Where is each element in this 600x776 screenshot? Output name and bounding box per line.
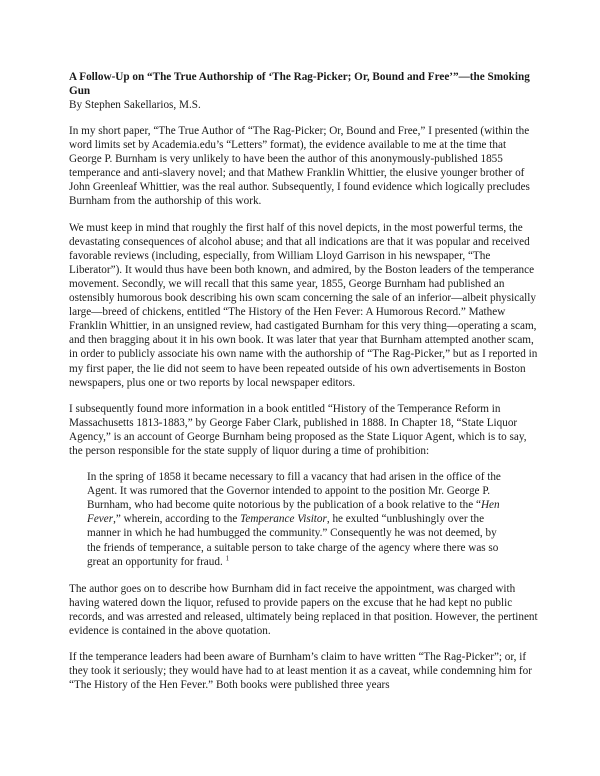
paragraph-4: The author goes on to describe how Burnham did in fact receive the appointment, was charged with having watered down the liquor, refused to provide papers on the excuse that he had kept no public records, and was arrested and released, ultimately being replaced in that position. However, the pertinent evidence is contained in the above quotation. (69, 582, 538, 637)
quote-italic-hen-fever: Hen Fever (87, 499, 500, 526)
paragraph-3: I subsequently found more information in a book entitled “History of the Temperance Reform in Massachusetts 1813-1883,” by George Faber Clark, published in 1888. In Chapter 18, “State Liquor Agency,” is an account of George Burnham being proposed as the State Liquor Agent, which is to say, the person responsible for the state supply of liquor during a time of prohibition: (69, 402, 527, 457)
quote-italic-temperance-visitor: Temperance Visitor (240, 513, 327, 526)
block-quote (69, 470, 540, 569)
paragraph-2: We must keep in mind that roughly the first half of this novel depicts, in the most powerful terms, the devastating consequences of alcohol abuse; and that all indications are that it was popular and received favorable reviews (including, especially, from William Lloyd Garrison in his newspaper, “The Liberator”). It would thus have been both known, and admired, by the Boston leaders of the temperance movement. Secondly, we will recall that this same year, 1855, George Burnham had published an ostensibly humorous book describing his own scam concerning the sale of an inferior—albeit physically large—breed of chickens, entitled “The History of the Hen Fever: A Humorous Record.” Mathew Franklin Whittier, in an unsigned review, had castigated Burnham for this very thing—operating a scam, and then bragging about it in his own book. It was later that year that Burnham attempted another scam, in order to publicly associate his own name with the authorship of “The Rag-Picker,” but as I reported in my first paper, the lie did not seem to have been repeated outside of his own advertisements in Boston newspapers, plus one or two reports by local newspaper editors. (69, 221, 538, 389)
quote-text-1: In the spring of 1858 it became necessary to fill a vacancy that had arisen in the office of the Agent. It was rumored that the Governor intended to appoint to the position Mr. George P. Burnham, who had become quite notorious by the publication of a book relative to the “ (87, 471, 501, 512)
footnote-marker[interactable]: 1 (225, 553, 230, 562)
paragraph-5: If the temperance leaders had been aware of Burnham’s claim to have written “The Rag-Picker”; or, if they took it seriously; they would have had to at least mention it as a caveat, while condemning him for “The History of the Hen Fever.” Both books were published three years (69, 651, 532, 692)
quote-text-2: ,” wherein, according to the (113, 513, 241, 526)
document-author: By Stephen Sakellarios, M.S. (69, 99, 201, 111)
document-title: A Follow-Up on “The True Authorship of ‘The Rag-Picker; Or, Bound and Free’”—the Smoking Gun (69, 71, 530, 97)
quote-text-3: , he exulted “unblushingly over the manner in which he had humbugged the community.” Consequently he was not deemed, by the friends of temperance, a suitable person to take charge of the agency where there was so great an opportunity for fraud. (87, 513, 499, 568)
paragraph-1: In my short paper, “The True Author of “The Rag-Picker; Or, Bound and Free,” I presented (within the word limits set by Academia.edu’s “Letters” format), the evidence available to me at the time that George P. Burnham is very unlikely to have been the author of this anonymously-published 1855 temperance and anti-slavery novel; and that Mathew Franklin Whittier, the elusive younger brother of John Greenleaf Whittier, was the real author. Subsequently, I found evidence which logically precludes Burnham from the authorship of this work. (69, 125, 530, 208)
